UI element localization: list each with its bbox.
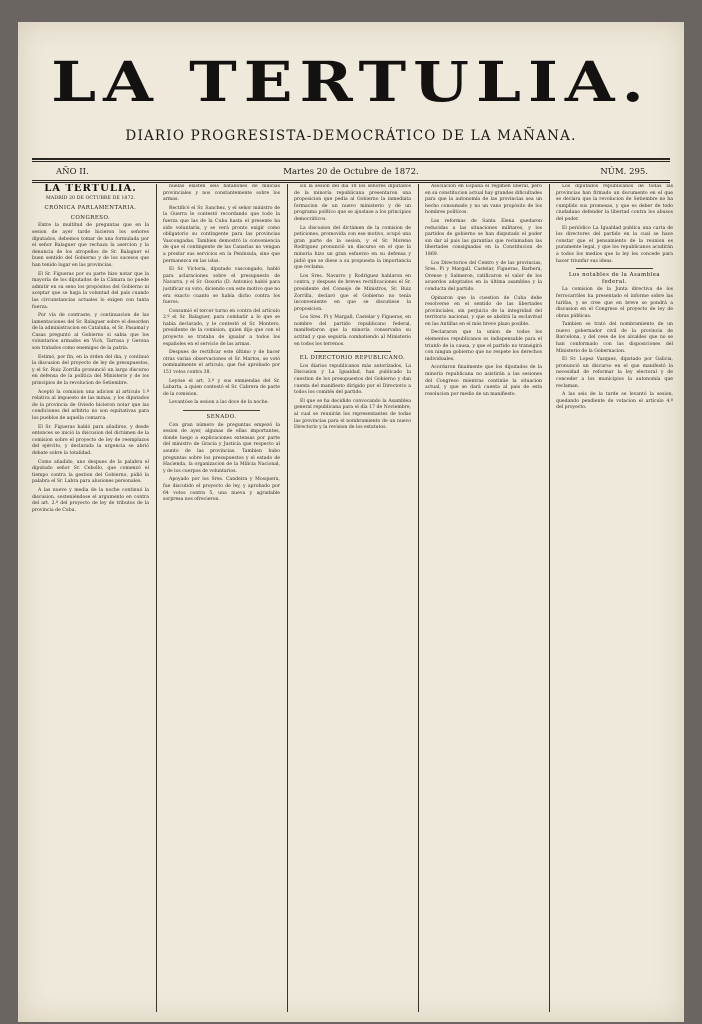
paragraph: Acordaron finalmente que los diputados de la minoría republicana no asistirán a las sesiones del Congreso mientras continúe la situacion actual, y que se dará cuenta al pais de esta resolucion por medio de un manifiesto.: [425, 365, 542, 397]
section-divider: [183, 410, 260, 411]
paragraph: El Sr. Figueras habló para añadirse, y desde entonces se inició la discusion del dictámen de la comision sobre el proyecto de ley de reemplazos del ejército, y declarada la urgencia se abrió debate sobre la totalidad.: [32, 424, 149, 456]
section-heading: EL DIRECTORIO REPUBLICANO.: [299, 355, 406, 362]
paragraph: Los diputados republicanos de todas las provincias han firmado un documento en el que se declara que la revolucion de Setiembre no ha cumplido sus promesas, y que es deber de todo ciudadano defender la libertad contra los abusos del poder.: [556, 184, 673, 222]
paragraph: A las seis de la tarde se levantó la sesion, quedando pendiente de votacion el artículo 4.º del proyecto.: [556, 392, 673, 411]
paragraph: La comision de la Junta directiva de los ferrocarriles ha presentado el informe sobre las tarifas, y se cree que en breve se pondrá a discusion en el Congreso el proyecto de ley de obras públicas.: [556, 287, 673, 319]
paragraph: Los Sres. Pi y Margall, Castelar y Figueras, en nombre del partido republicano federal, manifestaron que la minoría conservaba su actitud y que seguiría combatiendo al Ministerio en todos los terrenos.: [294, 315, 411, 347]
paragraph: Los Sres. Navarro y Rodriguez hablaron en contra, y despues de breves rectificaciones el Sr. presidente del Consejo de Ministros, Sr. Ruiz Zorrilla, declaró que el Gobierno no tenía inconveniente en que se discutiese la proposicion.: [294, 273, 411, 312]
section-divider: [576, 268, 653, 269]
column-1: [32, 184, 149, 1012]
paragraph: A las nueve y media de la noche continuó la discusion, sosteniéndose el argumento en contra del art. 2.º del proyecto de ley de tributos de la provincia de Cuba.: [32, 487, 149, 513]
paragraph: El que se ha decidido convocando la Asamblea general republicana para el día 17 de Noviembre, al cual se reunirán los representantes de todas las provincias para el nombramiento de un nuevo Directorio y la revision de los estatutos.: [294, 398, 411, 431]
section-heading: SENADO.: [206, 414, 237, 420]
paragraph: El Sr. Victoria, diputado vascongado, habló para aclaraciones sobre el presupuesto de Navarra, y el Sr. Ossorio (D. Antonio) habló para justificar su voto, diciendo con este motivo que no era exacto cuanto se había dicho contra los fueros.: [163, 267, 280, 306]
paragraph: Opinaron que la cuestion de Cuba debe resolverse en el sentido de las libertades provinciales, sin perjuicio de la integridad del territorio nacional, y que se abolirá la esclavitud en las Antillas en el más breve plazo posible.: [425, 295, 542, 327]
paragraph: La discusion del dictámen de la comision de peticiones, promovida con ese motivo, ocupó una gran parte de la sesion, y el Sr. Moreno Rodriguez pronunció un discurso en el que la minoría hizo un gran esfuerzo en su defensa y pidió que se diese a su propuesta la importancia que reclama.: [294, 225, 411, 271]
masthead-title: LA TERTULIA.: [51, 50, 651, 115]
masthead-rule: [32, 158, 670, 160]
newspaper-page: [18, 22, 684, 1022]
dateline-rule: [32, 180, 670, 181]
paragraph: Con gran número de preguntas empezó la sesion de ayer, algunas de ellas importantes, donde luego a explicaciones extensas por parte del ministro de Gracia y Justicia que respecto al asunto de las provincias. Tambien hubo preguntas sobre los presupuestos y el estado de Hacienda, la organizacion de la Milicia Nacional, y de los cuerpos de voluntarios.: [163, 422, 280, 474]
section-heading: Los notables de la Asamblea federal.: [568, 272, 661, 285]
paragraph: Apoyado por los Sres. Candeira y Mosquera, fue discutido el proyecto de ley, y aprobado por 64 votos contra 5, una nueva y agradable sorpresa nos ofrecieron.: [163, 477, 280, 503]
paragraph: Las reformas de Santa Elena quedaron reducidas a las situaciones militares, y los partidos de gobierno se han disputado el poder sin dar al pais las garantías que reclamaban las libertades consignadas en la Constitucion de 1869.: [425, 218, 542, 257]
paragraph: Por vía de contraste, y continuacion de las lamentaciones del Sr. Balaguer sobre el desorden de la administracion en Cataluña, el Sr. Pasamal y Casas preguntó al Gobierno si sabia que los voluntarios armados en Vich, Tarrasa y Gerona son tratados como enemigos de la patria.: [32, 313, 149, 352]
column-date: MADRID 20 DE OCTUBRE DE 1872.: [45, 195, 136, 201]
column-5: [556, 184, 673, 1012]
paragraph: El Sr. Lopez Vazquez, diputado por Galicia, pronunció un discurso en el que manifestó la necesidad de reformar la ley electoral y de conceder a los municipios la autonomía que reclaman.: [556, 357, 673, 389]
paragraph: Consumió el tercer turno en contra del artículo 2.º el Sr. Balaguer, para combatir a lo que se había declarado, y le contestó el Sr. Montero, presidente de la comision, quien dijo que con el proyecto se trataba de igualar a todos los españoles en el servicio de las armas.: [163, 308, 280, 347]
column-separator: [156, 184, 157, 1012]
column-3: [294, 184, 411, 1012]
paragraph: Despues de rectificar este último y de hacer otras varias observaciones el Sr. Martos, se votó nominalmente el artículo, que fué aprobado por 151 votos contra 38.: [163, 350, 280, 376]
paragraph: Declararon que la union de todos los elementos republicanos es indispensable para el triunfo de la causa, y que el partido no transigirá con ningun gobierno que no respete los derechos individuales.: [425, 330, 542, 362]
masthead-rule-thin: [32, 161, 670, 162]
paragraph: Los Directorios del Centro y de las provincias, Sres. Pi y Margall, Castelar, Figueras, Barberá, Orense y Salmeron, ratificaron el valor de los acuerdos adoptados en la última asamblea y la conducta del partido.: [425, 260, 542, 292]
paragraph: Leyóse el art. 3.º y sus enmiendas del Sr. Labarta, a quien contestó el Sr. Cabrera de parte de la comision.: [163, 378, 280, 397]
paragraph: El Sr. Figueras por su parte hizo notar que la mayoría de los diputados de la Cámara no puede admitir en su seno los propósitos del Gobierno ni aceptar que se haga la voluntad del país cuando las circunstancias actuales lo exigen con tanta fuerza.: [32, 271, 149, 310]
column-separator: [418, 184, 419, 1012]
paragraph: Tambien se trató del nombramiento de un nuevo gobernador civil de la provincia de Barcelona, y del cese de los alcaldes que no se han conformado con las disposiciones del Ministerio de la Gobernacion.: [556, 322, 673, 354]
dateline: [32, 164, 670, 180]
paragraph: Entre la multitud de preguntas que en la sesion de ayer tarde hicieron los señores diputados, debemos tomar de una formulada por el señor Balaguer que rechaza la asercion y la denuncia de los atropellos de Sr. Balaguer el buen sentido del Gobierno y de los sucesos que han tenido lugar en las provincias.: [32, 223, 149, 268]
masthead-subtitle: DIARIO PROGRESISTA-DEMOCRÁTICO DE LA MAÑANA.: [125, 128, 577, 144]
paragraph: Rectificó el Sr. Sanchez, y el señor ministro de la Guerra le contestó recordando que todo la fuerza que las de la Cuba hasta el presente ha sido voluntaria, y se verá pronto exigir como obligatorio su contingente para las provincias Vascongadas. Tambien demostró la conveniencia de que el contingente de las Canarias no vengan a prestar sus servicios en la Península, sino que permanezca en las islas.: [163, 205, 280, 264]
dateline-rule-2: [32, 182, 670, 183]
issue-number: NÚM. 295.: [600, 167, 648, 177]
paragraph: Como añadido, uno despues de la palabra el diputado señor Sr. Cebollo, que comenzó el tiempo contra la gestion del Gobierno, pidió la palabra el Sr. Labra para alusiones personales.: [32, 459, 149, 485]
issue-year: AÑO II.: [56, 167, 89, 177]
paragraph: Estimó, por fin, en la órden del dia, y continuó la discusion del proyecto de ley de presupuestos, y el Sr. Ruiz Zorrilla pronunció un largo discurso en defensa de la política del Ministerio y de los principios de la revolucion de Setiembre.: [32, 354, 149, 387]
article-columns: [32, 184, 673, 1012]
column-2: [163, 184, 280, 1012]
column-separator: [549, 184, 550, 1012]
section-subheading: CONGRESO.: [70, 214, 111, 221]
column-4: [425, 184, 542, 1012]
paragraph: En la sesion del dia 18 los señores diputados de la minoría republicana presentaron una proposicion que pedía al Gobierno la inmediata formacion de un nuevo ministerio y de un programa político que se ajustase a los principios democráticos.: [294, 184, 411, 222]
paragraph: Aceptó la comision una adicion al artículo 1.º relativa al impuesto de las minas, y los diputados de la provincia de Oviedo hicieron notar que las condiciones del arbitrio no son equitativas para los pueblos de aquella comarca.: [32, 389, 149, 421]
paragraph: El periódico La Igualdad publica una carta de los directores del partido en la cual se hace constar que el pensamiento de la reunion es puramente legal, y que los republicanos acudirán a todos los medios que la ley les concede para hacer triunfar sus ideas.: [556, 225, 673, 264]
paragraph: nuelas existen seis batallones de milicias provinciales y nos constantemente sobre los armas.: [163, 184, 280, 203]
section-divider: [314, 351, 391, 352]
paragraph: Levantóse la sesion a las doce de la noche.: [169, 400, 269, 406]
paragraph: Asociacion en España el régimen liberal, pero en su constitucion actual hay grandes dificultades para que la autonomía de las provincias sea un hecho consumado y no un vano propósito de los hombres políticos.: [425, 184, 542, 216]
column-title: LA TERTULIA.: [44, 184, 137, 194]
section-heading: CRÓNICA PARLAMENTARIA.: [44, 205, 137, 212]
paragraph: Los diarios republicanos más autorizados, La Discusion y La Igualdad, han publicado la cuestion de los presupuestos del Gobierno y dan cuenta del manifiesto dirigido por el Directorio a todos los comités del partido.: [294, 363, 411, 396]
column-separator: [287, 184, 288, 1012]
issue-date: Martes 20 de Octubre de 1872.: [283, 167, 419, 177]
